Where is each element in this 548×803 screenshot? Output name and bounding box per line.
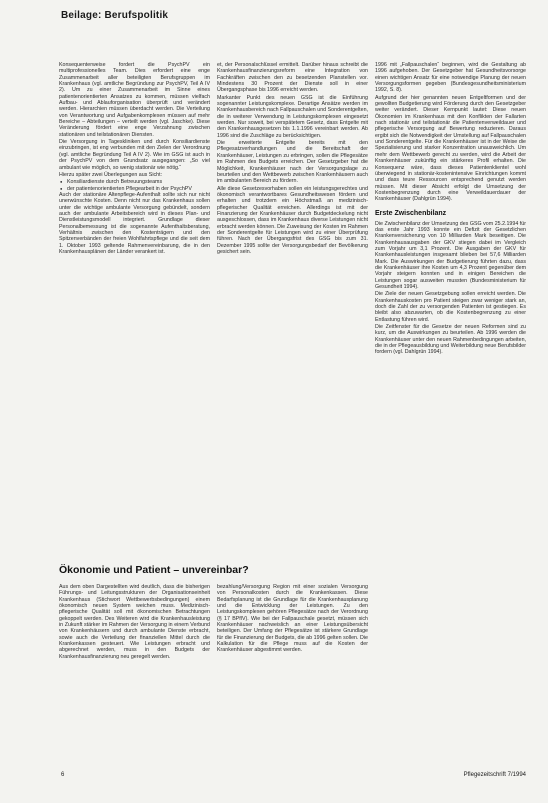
paragraph: Alle diese Gesetzesvorhaben sollen ein leistungsgerechtes und ökonomisch verantwortbares Gesundheitswesen fördern und erhalten und trotzdem ein Höchstmaß an medizinisch-pflegerischer Qualität erreichen. Allerdings ist mit der Finanzierung der Krankenhäuser durch Budgetdeckelung nicht ausgeschlossen, dass im Krankenhaus diverse Leistungen nicht erbracht werden können. Die Zuweisung der Kosten im Rahmen der Sonderentgelte für Leistungen wird zu einer Überprüfung führen. Nach der Übergangsfrist des GSG bis zum 31. Dezember 1995 sollte der Versorgungsbedarf der Bevölkerung gesichert sein. [217,185,368,255]
paragraph: 1996 mit „Fallpauschalen“ beginnen, wird die Gestaltung ab 1996 aufgehoben. Der Gesetzgeber hat Gesundheitsvorsorge einen wichtigen Ansatz für eine notwendige Planung der neuen Versorgungsformen gegeben (Bundesgesundheitsministerium 1992, S. 8). [375,62,526,94]
paragraph: Aufgrund der hier genannten neuen Entgeltformen und der gewollten Budgetierung wird Förderung durch den Gesetzgeber weiter verändert. Dieser Kernpunkt lautet: Diese neuen Ökonomien im Krankenhaus mit den Konflikten der Fallarten nach stationär und teilstationär die Patientenverweildauer und pflegerische Versorgung auf Bewertung reduzieren. Daraus ergibt sich die Notwendigkeit der Umstellung auf Fallpauschalen und Sonderentgelte. Für die Krankenhäuser ist in der Weise die Spezialisierung und starker Konzentration unausweichlich. Um mehr dem Wettbewerb gerecht zu werden, wird die Arbeit der Krankenhäuser zukünftig ein stärkeres Profil erhalten. Die Konsequenz wäre, dass dieses Patientenklientel wohl überwiegend in stationär-kostenintensive Einrichtungen kommt und dass teure Ressourcen entsprechend genutzt werden müssen. Mit dieser Absicht erfolgt die Umsetzung der Kostenbegrenzung durch eine Verweildauerdauer der Krankenhäuser (Dahlgrün 1994). [375,94,526,203]
paragraph: Aus dem oben Dargestellten wird deutlich, dass die bisherigen Führungs- und Leitungsstrukturen der Organisationseinheit Krankenhaus (Stichwort Wettbewerbsbedingungen) einem ökonomisch neuen System weichen muss. Medizinisch-pflegerische Qualität soll mit ökonomischen Betrachtungen gekoppelt werden. Des Weiteren wird die Krankenhausleistung in Zukunft stärker im Rahmen der Versorgung in einem Verbund von Krankenhäusern und durch ambulante Dienste erbracht, sowie auch die Verteilung der finanziellen Mittel durch die Krankenkassen gesteuert. Wie Leistungen erbracht und abgerechnet werden, muss in den Budgets der Krankenhausfinanzierung neu geregelt werden. [59,584,210,660]
column-1 [59,62,210,256]
list-item: ● Konsiliardienste durch Betreuungsteams [67,179,210,185]
journal-name: Pflegezeitschrift 7/1994 [463,772,526,778]
column-3 [375,62,526,357]
paragraph: Auch der stationäre Altenpflege-Aufenthalt sollte sich nur nicht unerwünschte Kosten. Denn nicht nur das Krankenhaus sollen unter die wichtige ambulante Versorgung gebündelt, sondern auch der ambulante Arbeitsbereich wird in dieses Plan- und Dienstleistungsmodell integriert. Grundlage dieser Personalbemessung ist die sogenannte Aufenthaltsberatung, Verhältnis zwischen den Kostenträgern und den Spitzenverbänden der freien Wohlfahrtspflege und die seit dem 1. Oktober 1993 geltende Rahmenvereinbarung, die in den Krankenhausplänen der Länder verankert ist. [59,191,210,255]
paragraph: Markanter Punkt des neuen GSG ist die Einführung sogenannter Leistungskomplexe. Derartige Ansätze werden im Krankenhausbereich nach Fallpauschalen und Sonderentgelten, die in weiterer Verwendung in Leistungskomplexen eingesetzt werden. Nur soweit, bei verspätetem Gesetz, dass Entgelte mit den Krankenhausgesetzen bis 1.1.1996 vereinbart werden. Ab 1996 sind die Zuschläge zu berücksichtigen. [217,94,368,139]
paragraph: Die Zwischenbilanz der Umsetzung des GSG vom 25.2.1994 für das erste Jahr 1993 konnte ein Defizit der Gesetzlichen Krankenversicherung von 10 Milliarden Mark beseitigen. Die Krankenhausausgaben der GKV stiegen dabei im Vergleich zum Vorjahr um 3,1 Prozent. Die Ausgaben der GKV für Krankenhausleistungen insgesamt blieben bei 57,6 Milliarden Mark. Die Auswirkungen der Budgetierung führten dazu, dass die Krankenhäuser ihre Kosten um 4,3 Prozent gegenüber dem Vorjahr steigern konnten und in einigen Bereichen die Leistungen sogar ausweiten mussten (Bundesministerium für Gesundheit 1994). [375,220,526,290]
paragraph: et, der Personalschlüssel ermittelt. Darüber hinaus schreibt die Krankenhausfinanzierungsreform eine Integration von Fachkräften zwischen den zu besetzenden Planstellen vor. Mindestens 30 Prozent der Dienste soll in einer Übergangsphase bis 1996 erreicht werden. [217,62,368,94]
paragraph: bezahlung/Versorgung Region mit einer sozialen Versorgung von Personalkosten durch die Krankenkassen. Diese Bedarfsplanung ist die Grundlage für die Krankenhausplanung und die Entwicklung der Leistungen. Zu den Leistungskomplexen gehören Pflegesätze nach der Verordnung (§ 17 BPflV). Wie bei der Fallpauschale gesetzt, müssen sich Krankenhäuser nachweislich an einer Leistungsübersicht beteiligen. Der Umfang der Pflegesätze ist stärkere Grundlage für die Finanzierung der Budgets, die ab 1996 gelten sollen. Die Kalkulation für die Pflege muss auf die Kosten der Krankenhäuser abgestimmt werden. [217,584,368,654]
column-2 [217,62,368,256]
list-item: ● der patientenorientierten Pflegearbeit in der PsychPV [67,186,210,192]
lower-columns [59,584,379,764]
section-title: Beilage: Berufspolitik [61,10,169,21]
paragraph: Konsequenterweise fordert die PsychPV ein multiprofessionelles Team. Dies erfordert eine enge Zusammenarbeit aller beteiligten Berufsgruppen im Krankenhaus (vgl. amtliche Begründung zur PsychPV, Teil A IV 2). Um zu einer Zusammenarbeit im Sinne eines patientenorientierten Ansatzes zu kommen, müssen vielfach Aufbau- und Ablauforganisation überprüft und verändert werden. Hierarchien müssen überdacht werden. Die Verteilung von Verantwortung und Aufgabenkomplexen müssen auf mehr Bereiche – Abteilungen – verteilt werden (vgl. Jaschke). Diese Veränderung fördert eine enge Verzahnung zwischen stationären und teilstationären Diensten. [59,62,210,138]
page-footer [0,770,548,790]
page-header [0,6,548,26]
section-heading: Ökonomie und Patient – unvereinbar? [59,564,249,576]
paragraph: Die Versorgung in Tageskliniken und durch Konsiliardienste einzubringen, ist eng verbunden mit den Zielen der Verordnung (vgl. amtliche Begründung Teil A IV 2). Wie im GSG ist auch in der PsychPV von dem Grundsatz ausgegangen: „So viel ambulant wie möglich, so wenig stationär wie nötig.“ [59,139,210,171]
paragraph: Hierzu später zwei Überlegungen aus Sicht: [59,171,163,178]
subheading: Erste Zwischenbilanz [375,209,447,217]
paragraph: Die Zeitfenster für die Gesetze der neuen Reformen sind zu kurz, um die Auswirkungen zu beurteilen. Ab 1996 werden die Krankenhäuser unter den neuen Rahmenbedingungen arbeiten, die in der Pflegeausbildung und Weiterbildung neue Berufsbilder fordern (vgl. Dahlgrün 1994). [375,324,526,356]
paragraph: Die Ziele der neuen Gesetzgebung sollen erreicht werden. Die Krankenhauskosten pro Patient steigen zwar weniger stark an, doch die Zahl der zu versorgenden Patienten ist gestiegen. Es bleibt also abzuwarten, ob die Kostenbegrenzung zu einer Entlastung führen wird. [375,291,526,323]
page-number: 6 [61,772,65,778]
lower-column-1 [59,584,210,661]
bullet-list [59,179,210,192]
paragraph: Die erweiterte Entgelte bereits mit den Pflegesatzverhandlungen und die Bereitschaft der Krankenhäuser, Leistungen zu erbringen, sollen die Pflegesätze im Rahmen des Budgets erreichen. Der Gesetzgeber hat die Möglichkeit, Krankenhäuser nach der Versorgungslage zu beurteilen und den Wettbewerb zwischen Krankenhäusern auch im ambulanten Bereich zu fördern. [217,140,368,185]
lower-column-2 [217,584,368,655]
